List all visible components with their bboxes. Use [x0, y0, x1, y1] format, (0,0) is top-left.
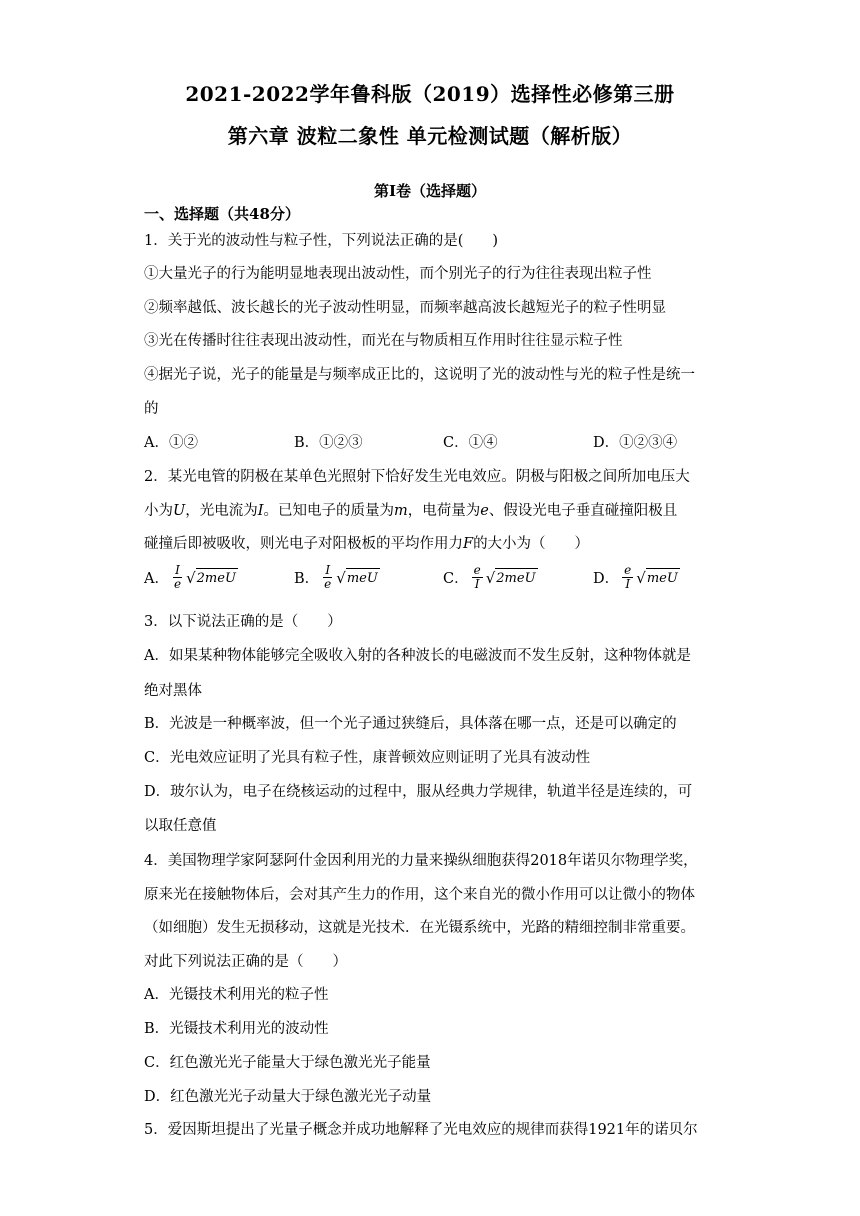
q3-option-d-cont: 以取任意值 [144, 818, 217, 834]
q4-line2: 原来光在接触物体后，会对其产生力的作用，这个来自光的微小作用可以让微小的物体 [144, 887, 695, 903]
q4-option-a: A．光镊技术利用光的粒子性 [144, 987, 329, 1003]
document-title-line1: 2021-2022学年鲁科版（2019）选择性必修第三册 [185, 82, 675, 106]
q4-line4: 对此下列说法正确的是（ ） [144, 954, 347, 970]
q4-option-b: B．光镊技术利用光的波动性 [144, 1021, 329, 1037]
q1-statement-1: ①大量光子的行为能明显地表现出波动性，而个别光子的行为往往表现出粒子性 [144, 266, 652, 282]
q3-option-d: D．玻尔认为，电子在绕核运动的过程中，服从经典力学规律，轨道半径是连续的，可 [144, 784, 693, 800]
q1-stem: 1．关于光的波动性与粒子性，下列说法正确的是( ) [144, 233, 499, 249]
q2-line2: 小为U，光电流为I。已知电子的质量为m，电荷量为e、假设光电子垂直碰撞阳极且 [144, 503, 678, 519]
q1-statement-3: ③光在传播时往往表现出波动性，而光在与物质相互作用时往往显示粒子性 [144, 333, 623, 349]
q3-option-b: B．光波是一种概率波，但一个光子通过狭缝后，具体落在哪一点，还是可以确定的 [144, 716, 677, 732]
q3-option-a-cont: 绝对黑体 [144, 683, 202, 699]
q2-line1: 2．某光电管的阴极在某单色光照射下恰好发生光电效应。阴极与阳极之间所加电压大 [144, 469, 690, 485]
q1-option-b: B．①②③ [294, 435, 363, 451]
q2-option-d: D． $\frac{e}{I}$ √ meU [593, 563, 678, 591]
q3-option-c: C．光电效应证明了光具有粒子性，康普顿效应则证明了光具有波动性 [144, 750, 591, 766]
q4-line1: 4．美国物理学家阿瑟阿什金因利用光的力量来操纵细胞获得2018年诺贝尔物理学奖， [144, 853, 698, 869]
q2-option-a: A． $\frac{I}{e}$ √ 2meU [144, 563, 236, 591]
volume-heading: 第Ⅰ卷（选择题） [373, 182, 487, 200]
q1-statement-4-cont: 的 [144, 401, 159, 417]
q3-option-a: A．如果某种物体能够完全吸收入射的各种波长的电磁波而不发生反射，这种物体就是 [144, 648, 691, 664]
q5-line1: 5．爱因斯坦提出了光量子概念并成功地解释了光电效应的规律而获得1921年的诺贝尔 [144, 1122, 698, 1138]
q4-option-c: C．红色激光光子能量大于绿色激光光子能量 [144, 1055, 431, 1071]
section-heading: 一、选择题（共48分） [144, 205, 300, 223]
q1-statement-4: ④据光子说，光子的能量是与频率成正比的，这说明了光的波动性与光的粒子性是统一 [144, 367, 695, 383]
q1-option-d: D．①②③④ [593, 435, 678, 451]
q2-line3: 碰撞后即被吸收，则光电子对阳极板的平均作用力F的大小为（ ） [144, 536, 590, 552]
q1-option-c: C．①④ [443, 435, 498, 451]
q2-option-c: C． $\frac{e}{I}$ √ 2meU [443, 563, 536, 591]
q1-statement-2: ②频率越低、波长越长的光子波动性明显，而频率越高波长越短光子的粒子性明显 [144, 300, 666, 316]
document-title-line2: 第六章 波粒二象性 单元检测试题（解析版） [227, 124, 633, 148]
q1-option-a: A．①② [144, 435, 198, 451]
q4-line3: （如细胞）发生无损移动，这就是光技术．在光镊系统中，光路的精细控制非常重要。 [144, 920, 695, 936]
q4-option-d: D．红色激光光子动量大于绿色激光光子动量 [144, 1089, 432, 1105]
q3-stem: 3．以下说法正确的是（ ） [144, 614, 342, 630]
q2-option-b: B． $\frac{I}{e}$ √ meU [294, 563, 378, 591]
